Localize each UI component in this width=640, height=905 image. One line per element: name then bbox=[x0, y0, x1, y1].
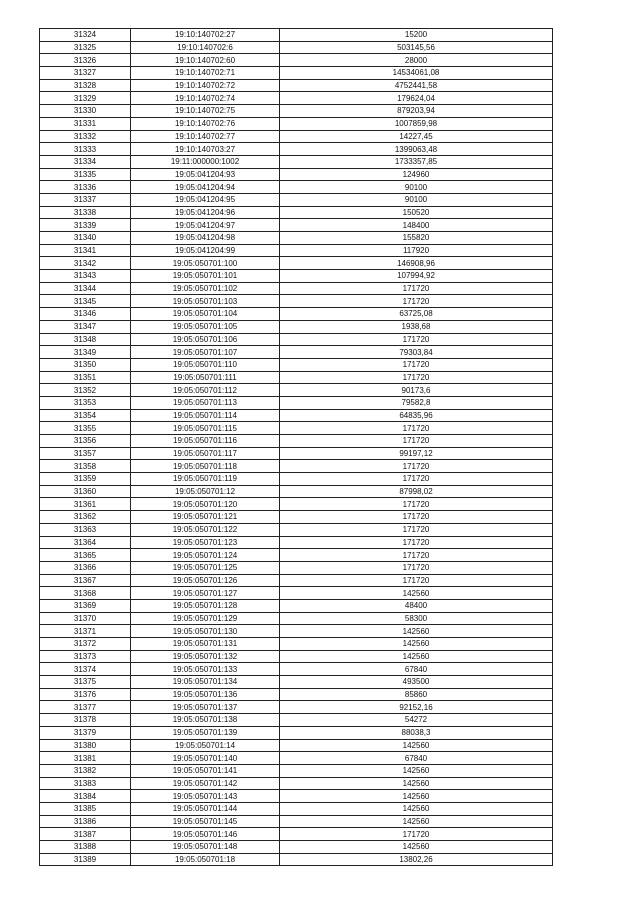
table-row bbox=[40, 155, 553, 168]
value-cell: 14227,45 bbox=[280, 130, 553, 143]
cadastral-number-cell: 19:05:050701:101 bbox=[131, 270, 280, 283]
table-row bbox=[40, 92, 553, 105]
value-cell: 142560 bbox=[280, 638, 553, 651]
table-row bbox=[40, 29, 553, 42]
value-cell: 148400 bbox=[280, 219, 553, 232]
value-cell: 4752441,58 bbox=[280, 79, 553, 92]
cadastral-number-cell: 19:05:050701:12 bbox=[131, 485, 280, 498]
value-cell: 171720 bbox=[280, 561, 553, 574]
row-number-cell: 31375 bbox=[40, 676, 131, 689]
value-cell: 171720 bbox=[280, 498, 553, 511]
cadastral-number-cell: 19:05:041204:99 bbox=[131, 244, 280, 257]
value-cell: 150520 bbox=[280, 206, 553, 219]
cadastral-number-cell: 19:05:050701:143 bbox=[131, 790, 280, 803]
table-row bbox=[40, 206, 553, 219]
value-cell: 879203,94 bbox=[280, 105, 553, 118]
table-row bbox=[40, 549, 553, 562]
row-number-cell: 31378 bbox=[40, 714, 131, 727]
cadastral-number-cell: 19:10:140702:6 bbox=[131, 41, 280, 54]
value-cell: 146908,96 bbox=[280, 257, 553, 270]
table-row bbox=[40, 143, 553, 156]
row-number-cell: 31358 bbox=[40, 460, 131, 473]
row-number-cell: 31387 bbox=[40, 828, 131, 841]
cadastral-number-cell: 19:05:050701:145 bbox=[131, 815, 280, 828]
table-row bbox=[40, 841, 553, 854]
table-row bbox=[40, 396, 553, 409]
table-row bbox=[40, 599, 553, 612]
row-number-cell: 31363 bbox=[40, 523, 131, 536]
value-cell: 171720 bbox=[280, 282, 553, 295]
cadastral-number-cell: 19:05:050701:148 bbox=[131, 841, 280, 854]
cadastral-number-cell: 19:05:050701:14 bbox=[131, 739, 280, 752]
row-number-cell: 31354 bbox=[40, 409, 131, 422]
cadastral-number-cell: 19:11:000000:1002 bbox=[131, 155, 280, 168]
table-row bbox=[40, 574, 553, 587]
value-cell: 99197,12 bbox=[280, 447, 553, 460]
value-cell: 15200 bbox=[280, 29, 553, 42]
value-cell: 171720 bbox=[280, 549, 553, 562]
row-number-cell: 31353 bbox=[40, 396, 131, 409]
table-row bbox=[40, 485, 553, 498]
cadastral-number-cell: 19:05:050701:146 bbox=[131, 828, 280, 841]
table-row bbox=[40, 232, 553, 245]
value-cell: 142560 bbox=[280, 764, 553, 777]
cadastral-number-cell: 19:05:050701:105 bbox=[131, 320, 280, 333]
value-cell: 90100 bbox=[280, 181, 553, 194]
value-cell: 64835,96 bbox=[280, 409, 553, 422]
value-cell: 13802,26 bbox=[280, 853, 553, 866]
cadastral-number-cell: 19:05:050701:137 bbox=[131, 701, 280, 714]
row-number-cell: 31341 bbox=[40, 244, 131, 257]
cadastral-number-cell: 19:05:050701:103 bbox=[131, 295, 280, 308]
cadastral-number-cell: 19:05:050701:128 bbox=[131, 599, 280, 612]
table-row bbox=[40, 333, 553, 346]
row-number-cell: 31389 bbox=[40, 853, 131, 866]
row-number-cell: 31376 bbox=[40, 688, 131, 701]
table-row bbox=[40, 282, 553, 295]
table-row bbox=[40, 435, 553, 448]
value-cell: 90173,6 bbox=[280, 384, 553, 397]
row-number-cell: 31384 bbox=[40, 790, 131, 803]
table-row bbox=[40, 371, 553, 384]
row-number-cell: 31326 bbox=[40, 54, 131, 67]
value-cell: 171720 bbox=[280, 371, 553, 384]
table-row bbox=[40, 498, 553, 511]
value-cell: 171720 bbox=[280, 473, 553, 486]
table-row bbox=[40, 308, 553, 321]
value-cell: 171720 bbox=[280, 295, 553, 308]
value-cell: 90100 bbox=[280, 193, 553, 206]
value-cell: 171720 bbox=[280, 422, 553, 435]
row-number-cell: 31327 bbox=[40, 67, 131, 80]
cadastral-number-cell: 19:05:050701:141 bbox=[131, 764, 280, 777]
value-cell: 155820 bbox=[280, 232, 553, 245]
cadastral-number-cell: 19:05:050701:118 bbox=[131, 460, 280, 473]
value-cell: 85860 bbox=[280, 688, 553, 701]
value-cell: 179624,04 bbox=[280, 92, 553, 105]
row-number-cell: 31388 bbox=[40, 841, 131, 854]
table-row bbox=[40, 320, 553, 333]
cadastral-number-cell: 19:10:140702:76 bbox=[131, 117, 280, 130]
value-cell: 171720 bbox=[280, 460, 553, 473]
cadastral-number-cell: 19:05:050701:102 bbox=[131, 282, 280, 295]
value-cell: 87998,02 bbox=[280, 485, 553, 498]
value-cell: 67840 bbox=[280, 752, 553, 765]
table-row bbox=[40, 536, 553, 549]
cadastral-number-cell: 19:05:050701:106 bbox=[131, 333, 280, 346]
table-row bbox=[40, 511, 553, 524]
value-cell: 107994,92 bbox=[280, 270, 553, 283]
table-row bbox=[40, 726, 553, 739]
table-row bbox=[40, 67, 553, 80]
table-row bbox=[40, 638, 553, 651]
cadastral-number-cell: 19:05:050701:119 bbox=[131, 473, 280, 486]
value-cell: 79303,84 bbox=[280, 346, 553, 359]
table-row bbox=[40, 561, 553, 574]
value-cell: 171720 bbox=[280, 333, 553, 346]
cadastral-number-cell: 19:05:041204:94 bbox=[131, 181, 280, 194]
cadastral-number-cell: 19:05:050701:140 bbox=[131, 752, 280, 765]
row-number-cell: 31362 bbox=[40, 511, 131, 524]
cadastral-number-cell: 19:05:041204:93 bbox=[131, 168, 280, 181]
row-number-cell: 31347 bbox=[40, 320, 131, 333]
cadastral-number-cell: 19:05:050701:107 bbox=[131, 346, 280, 359]
row-number-cell: 31352 bbox=[40, 384, 131, 397]
cadastral-number-cell: 19:05:050701:144 bbox=[131, 802, 280, 815]
value-cell: 503145,56 bbox=[280, 41, 553, 54]
cadastral-number-cell: 19:10:140702:75 bbox=[131, 105, 280, 118]
value-cell: 67840 bbox=[280, 663, 553, 676]
table-row bbox=[40, 663, 553, 676]
table-row bbox=[40, 257, 553, 270]
table-row bbox=[40, 676, 553, 689]
value-cell: 142560 bbox=[280, 815, 553, 828]
value-cell: 171720 bbox=[280, 358, 553, 371]
table-row bbox=[40, 752, 553, 765]
row-number-cell: 31342 bbox=[40, 257, 131, 270]
row-number-cell: 31370 bbox=[40, 612, 131, 625]
row-number-cell: 31371 bbox=[40, 625, 131, 638]
row-number-cell: 31366 bbox=[40, 561, 131, 574]
cadastral-number-cell: 19:10:140702:71 bbox=[131, 67, 280, 80]
table-row bbox=[40, 714, 553, 727]
table-row bbox=[40, 181, 553, 194]
table-row bbox=[40, 587, 553, 600]
row-number-cell: 31351 bbox=[40, 371, 131, 384]
cadastral-number-cell: 19:05:050701:129 bbox=[131, 612, 280, 625]
row-number-cell: 31373 bbox=[40, 650, 131, 663]
value-cell: 142560 bbox=[280, 841, 553, 854]
table-row bbox=[40, 460, 553, 473]
table-body bbox=[40, 29, 553, 866]
cadastral-number-cell: 19:05:050701:104 bbox=[131, 308, 280, 321]
table-row bbox=[40, 828, 553, 841]
row-number-cell: 31333 bbox=[40, 143, 131, 156]
row-number-cell: 31328 bbox=[40, 79, 131, 92]
row-number-cell: 31359 bbox=[40, 473, 131, 486]
table-row bbox=[40, 358, 553, 371]
cadastral-number-cell: 19:05:050701:116 bbox=[131, 435, 280, 448]
cadastral-number-cell: 19:05:050701:132 bbox=[131, 650, 280, 663]
cadastral-number-cell: 19:10:140702:27 bbox=[131, 29, 280, 42]
table-row bbox=[40, 802, 553, 815]
cadastral-number-cell: 19:05:050701:110 bbox=[131, 358, 280, 371]
cadastral-number-cell: 19:05:050701:18 bbox=[131, 853, 280, 866]
row-number-cell: 31338 bbox=[40, 206, 131, 219]
value-cell: 88038,3 bbox=[280, 726, 553, 739]
value-cell: 63725,08 bbox=[280, 308, 553, 321]
data-table bbox=[39, 28, 553, 866]
table-row bbox=[40, 815, 553, 828]
table-row bbox=[40, 54, 553, 67]
table-row bbox=[40, 739, 553, 752]
value-cell: 58300 bbox=[280, 612, 553, 625]
value-cell: 171720 bbox=[280, 828, 553, 841]
value-cell: 28000 bbox=[280, 54, 553, 67]
value-cell: 142560 bbox=[280, 625, 553, 638]
row-number-cell: 31344 bbox=[40, 282, 131, 295]
row-number-cell: 31355 bbox=[40, 422, 131, 435]
row-number-cell: 31361 bbox=[40, 498, 131, 511]
value-cell: 14534061,08 bbox=[280, 67, 553, 80]
cadastral-number-cell: 19:05:050701:125 bbox=[131, 561, 280, 574]
cadastral-number-cell: 19:05:041204:98 bbox=[131, 232, 280, 245]
cadastral-number-cell: 19:10:140702:72 bbox=[131, 79, 280, 92]
table-row bbox=[40, 447, 553, 460]
cadastral-number-cell: 19:05:050701:111 bbox=[131, 371, 280, 384]
cadastral-number-cell: 19:05:041204:95 bbox=[131, 193, 280, 206]
cadastral-number-cell: 19:05:050701:138 bbox=[131, 714, 280, 727]
value-cell: 171720 bbox=[280, 523, 553, 536]
row-number-cell: 31337 bbox=[40, 193, 131, 206]
row-number-cell: 31369 bbox=[40, 599, 131, 612]
table-row bbox=[40, 384, 553, 397]
table-row bbox=[40, 79, 553, 92]
value-cell: 142560 bbox=[280, 790, 553, 803]
row-number-cell: 31381 bbox=[40, 752, 131, 765]
row-number-cell: 31367 bbox=[40, 574, 131, 587]
cadastral-number-cell: 19:05:050701:142 bbox=[131, 777, 280, 790]
table-row bbox=[40, 650, 553, 663]
table-row bbox=[40, 764, 553, 777]
row-number-cell: 31324 bbox=[40, 29, 131, 42]
cadastral-number-cell: 19:05:050701:131 bbox=[131, 638, 280, 651]
cadastral-number-cell: 19:05:050701:124 bbox=[131, 549, 280, 562]
cadastral-number-cell: 19:10:140702:60 bbox=[131, 54, 280, 67]
table-row bbox=[40, 105, 553, 118]
cadastral-number-cell: 19:05:050701:127 bbox=[131, 587, 280, 600]
row-number-cell: 31340 bbox=[40, 232, 131, 245]
row-number-cell: 31385 bbox=[40, 802, 131, 815]
row-number-cell: 31335 bbox=[40, 168, 131, 181]
value-cell: 1733357,85 bbox=[280, 155, 553, 168]
cadastral-number-cell: 19:10:140702:74 bbox=[131, 92, 280, 105]
value-cell: 171720 bbox=[280, 435, 553, 448]
table-row bbox=[40, 219, 553, 232]
table-row bbox=[40, 473, 553, 486]
table-row bbox=[40, 193, 553, 206]
value-cell: 142560 bbox=[280, 802, 553, 815]
cadastral-number-cell: 19:05:050701:115 bbox=[131, 422, 280, 435]
value-cell: 142560 bbox=[280, 587, 553, 600]
row-number-cell: 31374 bbox=[40, 663, 131, 676]
cadastral-number-cell: 19:05:050701:120 bbox=[131, 498, 280, 511]
table-row bbox=[40, 270, 553, 283]
row-number-cell: 31349 bbox=[40, 346, 131, 359]
table-row bbox=[40, 625, 553, 638]
row-number-cell: 31368 bbox=[40, 587, 131, 600]
cadastral-number-cell: 19:05:050701:133 bbox=[131, 663, 280, 676]
cadastral-number-cell: 19:05:050701:136 bbox=[131, 688, 280, 701]
row-number-cell: 31331 bbox=[40, 117, 131, 130]
value-cell: 171720 bbox=[280, 574, 553, 587]
table-row bbox=[40, 853, 553, 866]
row-number-cell: 31334 bbox=[40, 155, 131, 168]
cadastral-number-cell: 19:05:050701:100 bbox=[131, 257, 280, 270]
row-number-cell: 31360 bbox=[40, 485, 131, 498]
value-cell: 1938,68 bbox=[280, 320, 553, 333]
value-cell: 54272 bbox=[280, 714, 553, 727]
value-cell: 1007859,98 bbox=[280, 117, 553, 130]
cadastral-number-cell: 19:05:050701:139 bbox=[131, 726, 280, 739]
table-row bbox=[40, 295, 553, 308]
row-number-cell: 31382 bbox=[40, 764, 131, 777]
cadastral-number-cell: 19:05:050701:130 bbox=[131, 625, 280, 638]
row-number-cell: 31377 bbox=[40, 701, 131, 714]
row-number-cell: 31336 bbox=[40, 181, 131, 194]
value-cell: 92152,16 bbox=[280, 701, 553, 714]
value-cell: 79582,8 bbox=[280, 396, 553, 409]
value-cell: 142560 bbox=[280, 777, 553, 790]
table-row bbox=[40, 777, 553, 790]
cadastral-number-cell: 19:05:041204:97 bbox=[131, 219, 280, 232]
value-cell: 171720 bbox=[280, 511, 553, 524]
cadastral-number-cell: 19:05:050701:126 bbox=[131, 574, 280, 587]
row-number-cell: 31343 bbox=[40, 270, 131, 283]
value-cell: 117920 bbox=[280, 244, 553, 257]
cadastral-number-cell: 19:05:050701:122 bbox=[131, 523, 280, 536]
row-number-cell: 31346 bbox=[40, 308, 131, 321]
value-cell: 171720 bbox=[280, 536, 553, 549]
cadastral-number-cell: 19:05:050701:112 bbox=[131, 384, 280, 397]
cadastral-number-cell: 19:05:041204:96 bbox=[131, 206, 280, 219]
value-cell: 1399063,48 bbox=[280, 143, 553, 156]
value-cell: 493500 bbox=[280, 676, 553, 689]
table-row bbox=[40, 244, 553, 257]
cadastral-number-cell: 19:05:050701:121 bbox=[131, 511, 280, 524]
row-number-cell: 31386 bbox=[40, 815, 131, 828]
row-number-cell: 31330 bbox=[40, 105, 131, 118]
row-number-cell: 31325 bbox=[40, 41, 131, 54]
row-number-cell: 31332 bbox=[40, 130, 131, 143]
table-row bbox=[40, 523, 553, 536]
value-cell: 48400 bbox=[280, 599, 553, 612]
row-number-cell: 31379 bbox=[40, 726, 131, 739]
row-number-cell: 31345 bbox=[40, 295, 131, 308]
table-row bbox=[40, 688, 553, 701]
table-row bbox=[40, 422, 553, 435]
row-number-cell: 31365 bbox=[40, 549, 131, 562]
row-number-cell: 31350 bbox=[40, 358, 131, 371]
table-row bbox=[40, 612, 553, 625]
cadastral-number-cell: 19:05:050701:123 bbox=[131, 536, 280, 549]
row-number-cell: 31357 bbox=[40, 447, 131, 460]
cadastral-number-cell: 19:10:140703:27 bbox=[131, 143, 280, 156]
row-number-cell: 31329 bbox=[40, 92, 131, 105]
value-cell: 142560 bbox=[280, 650, 553, 663]
cadastral-number-cell: 19:05:050701:113 bbox=[131, 396, 280, 409]
table-row bbox=[40, 790, 553, 803]
table-row bbox=[40, 346, 553, 359]
table-row bbox=[40, 117, 553, 130]
table-row bbox=[40, 168, 553, 181]
row-number-cell: 31372 bbox=[40, 638, 131, 651]
row-number-cell: 31348 bbox=[40, 333, 131, 346]
table-row bbox=[40, 701, 553, 714]
row-number-cell: 31380 bbox=[40, 739, 131, 752]
table-row bbox=[40, 409, 553, 422]
value-cell: 142560 bbox=[280, 739, 553, 752]
table-row bbox=[40, 41, 553, 54]
cadastral-number-cell: 19:10:140702:77 bbox=[131, 130, 280, 143]
row-number-cell: 31356 bbox=[40, 435, 131, 448]
cadastral-number-cell: 19:05:050701:117 bbox=[131, 447, 280, 460]
table-row bbox=[40, 130, 553, 143]
cadastral-number-cell: 19:05:050701:114 bbox=[131, 409, 280, 422]
row-number-cell: 31339 bbox=[40, 219, 131, 232]
row-number-cell: 31364 bbox=[40, 536, 131, 549]
value-cell: 124960 bbox=[280, 168, 553, 181]
cadastral-number-cell: 19:05:050701:134 bbox=[131, 676, 280, 689]
row-number-cell: 31383 bbox=[40, 777, 131, 790]
